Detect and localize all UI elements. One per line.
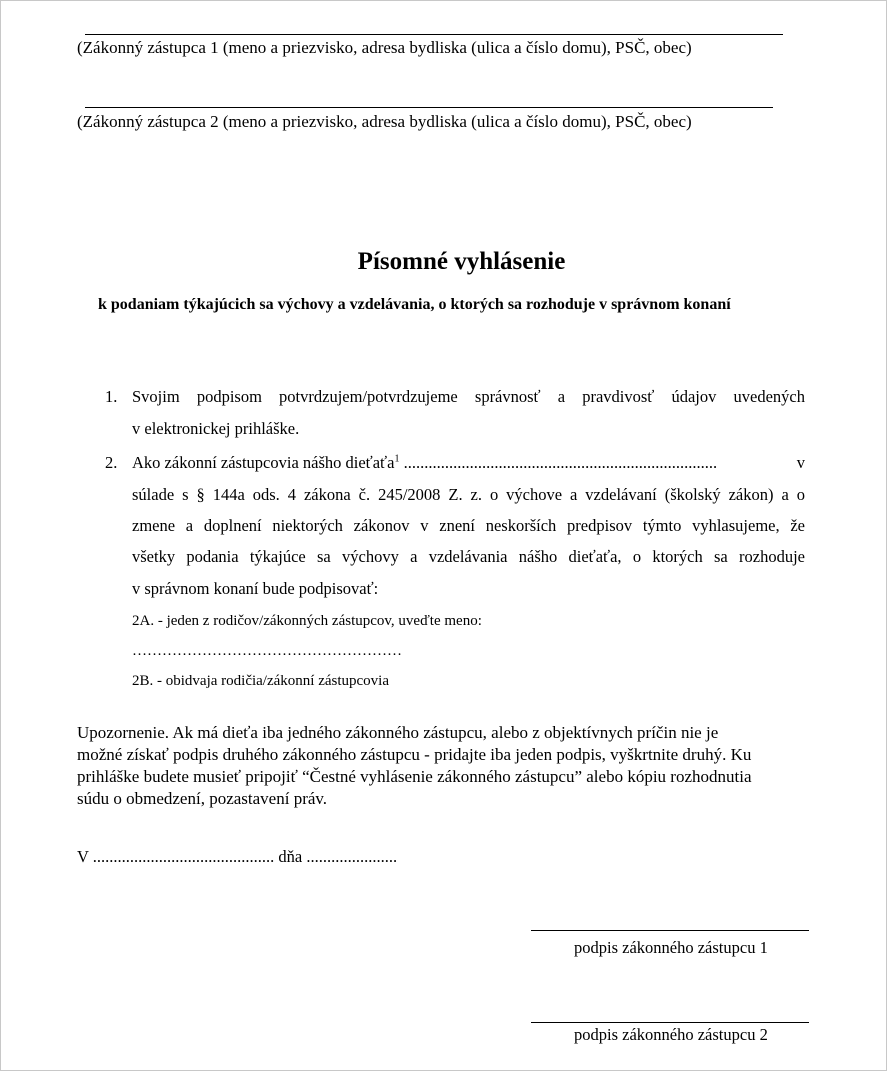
item2-line1-end: v [796, 453, 805, 472]
item1-line1: Svojim podpisom potvrdzujem/potvrdzujeme správnosť a pravdivosť údajov uvedených [132, 387, 805, 406]
notice-line3: prihláške budete musieť pripojiť “Čestné vyhlásenie zákonného zástupcu” alebo kópiu rozhodnutia [77, 767, 752, 786]
signature2-label: podpis zákonného zástupcu 2 [574, 1025, 768, 1044]
representative1-caption: (Zákonný zástupca 1 (meno a priezvisko, adresa bydliska (ulica a číslo domu), PSČ, obec) [77, 38, 692, 57]
signature2-line [531, 1022, 809, 1023]
item2-line1-dots: ............................................................................ [399, 453, 718, 472]
item2-number: 2. [105, 453, 118, 472]
item2-line5: v správnom konaní bude podpisovať: [132, 579, 379, 598]
notice-line2: možné získať podpis druhého zákonného zástupcu - pridajte iba jeden podpis, vyškrtnite druhý. Ku [77, 745, 752, 764]
page-subtitle: k podaniam týkajúcich sa výchovy a vzdelávania, o ktorých sa rozhoduje v správnom konaní [98, 296, 731, 313]
footnote-mark: 1 [394, 453, 400, 465]
notice-line4: súdu o obmedzení, pozastavení práv. [77, 789, 328, 808]
signature1-line [531, 930, 809, 931]
option-2a: 2A. - jeden z rodičov/zákonných zástupcov, uveďte meno: [132, 613, 482, 629]
page-title: Písomné vyhlásenie [357, 248, 566, 275]
item1-line2: v elektronickej prihláške. [132, 419, 300, 438]
item2-line3: zmene a doplnení niektorých zákonov v znení neskorších predpisov týmto vyhlasujeme, že [132, 516, 805, 535]
option-2a-dots: ……………………………………………… [132, 643, 402, 659]
item2-line1-start: Ako zákonní zástupcovia nášho dieťaťa [132, 453, 395, 472]
representative1-line [85, 34, 783, 35]
representative2-line [85, 107, 773, 108]
representative2-caption: (Zákonný zástupca 2 (meno a priezvisko, adresa bydliska (ulica a číslo domu), PSČ, obec) [77, 112, 692, 131]
item1-number: 1. [105, 387, 118, 406]
option-2b: 2B. - obidvaja rodičia/zákonní zástupcovia [132, 673, 389, 689]
item2-line1 [132, 453, 805, 473]
item2-line2: súlade s § 144a ods. 4 zákona č. 245/2008 Z. z. o výchove a vzdelávaní (školský zákon) a o [132, 485, 805, 504]
item2-line4: všetky podania týkajúce sa výchovy a vzdelávania nášho dieťaťa, o ktorých sa rozhoduje [132, 547, 805, 566]
notice-line1: Upozornenie. Ak má dieťa iba jedného zákonného zástupcu, alebo z objektívnych príčin nie je [77, 723, 719, 742]
place-date-line: V ............................................ dňa ...................... [77, 847, 398, 866]
signature1-label: podpis zákonného zástupcu 1 [574, 938, 768, 957]
